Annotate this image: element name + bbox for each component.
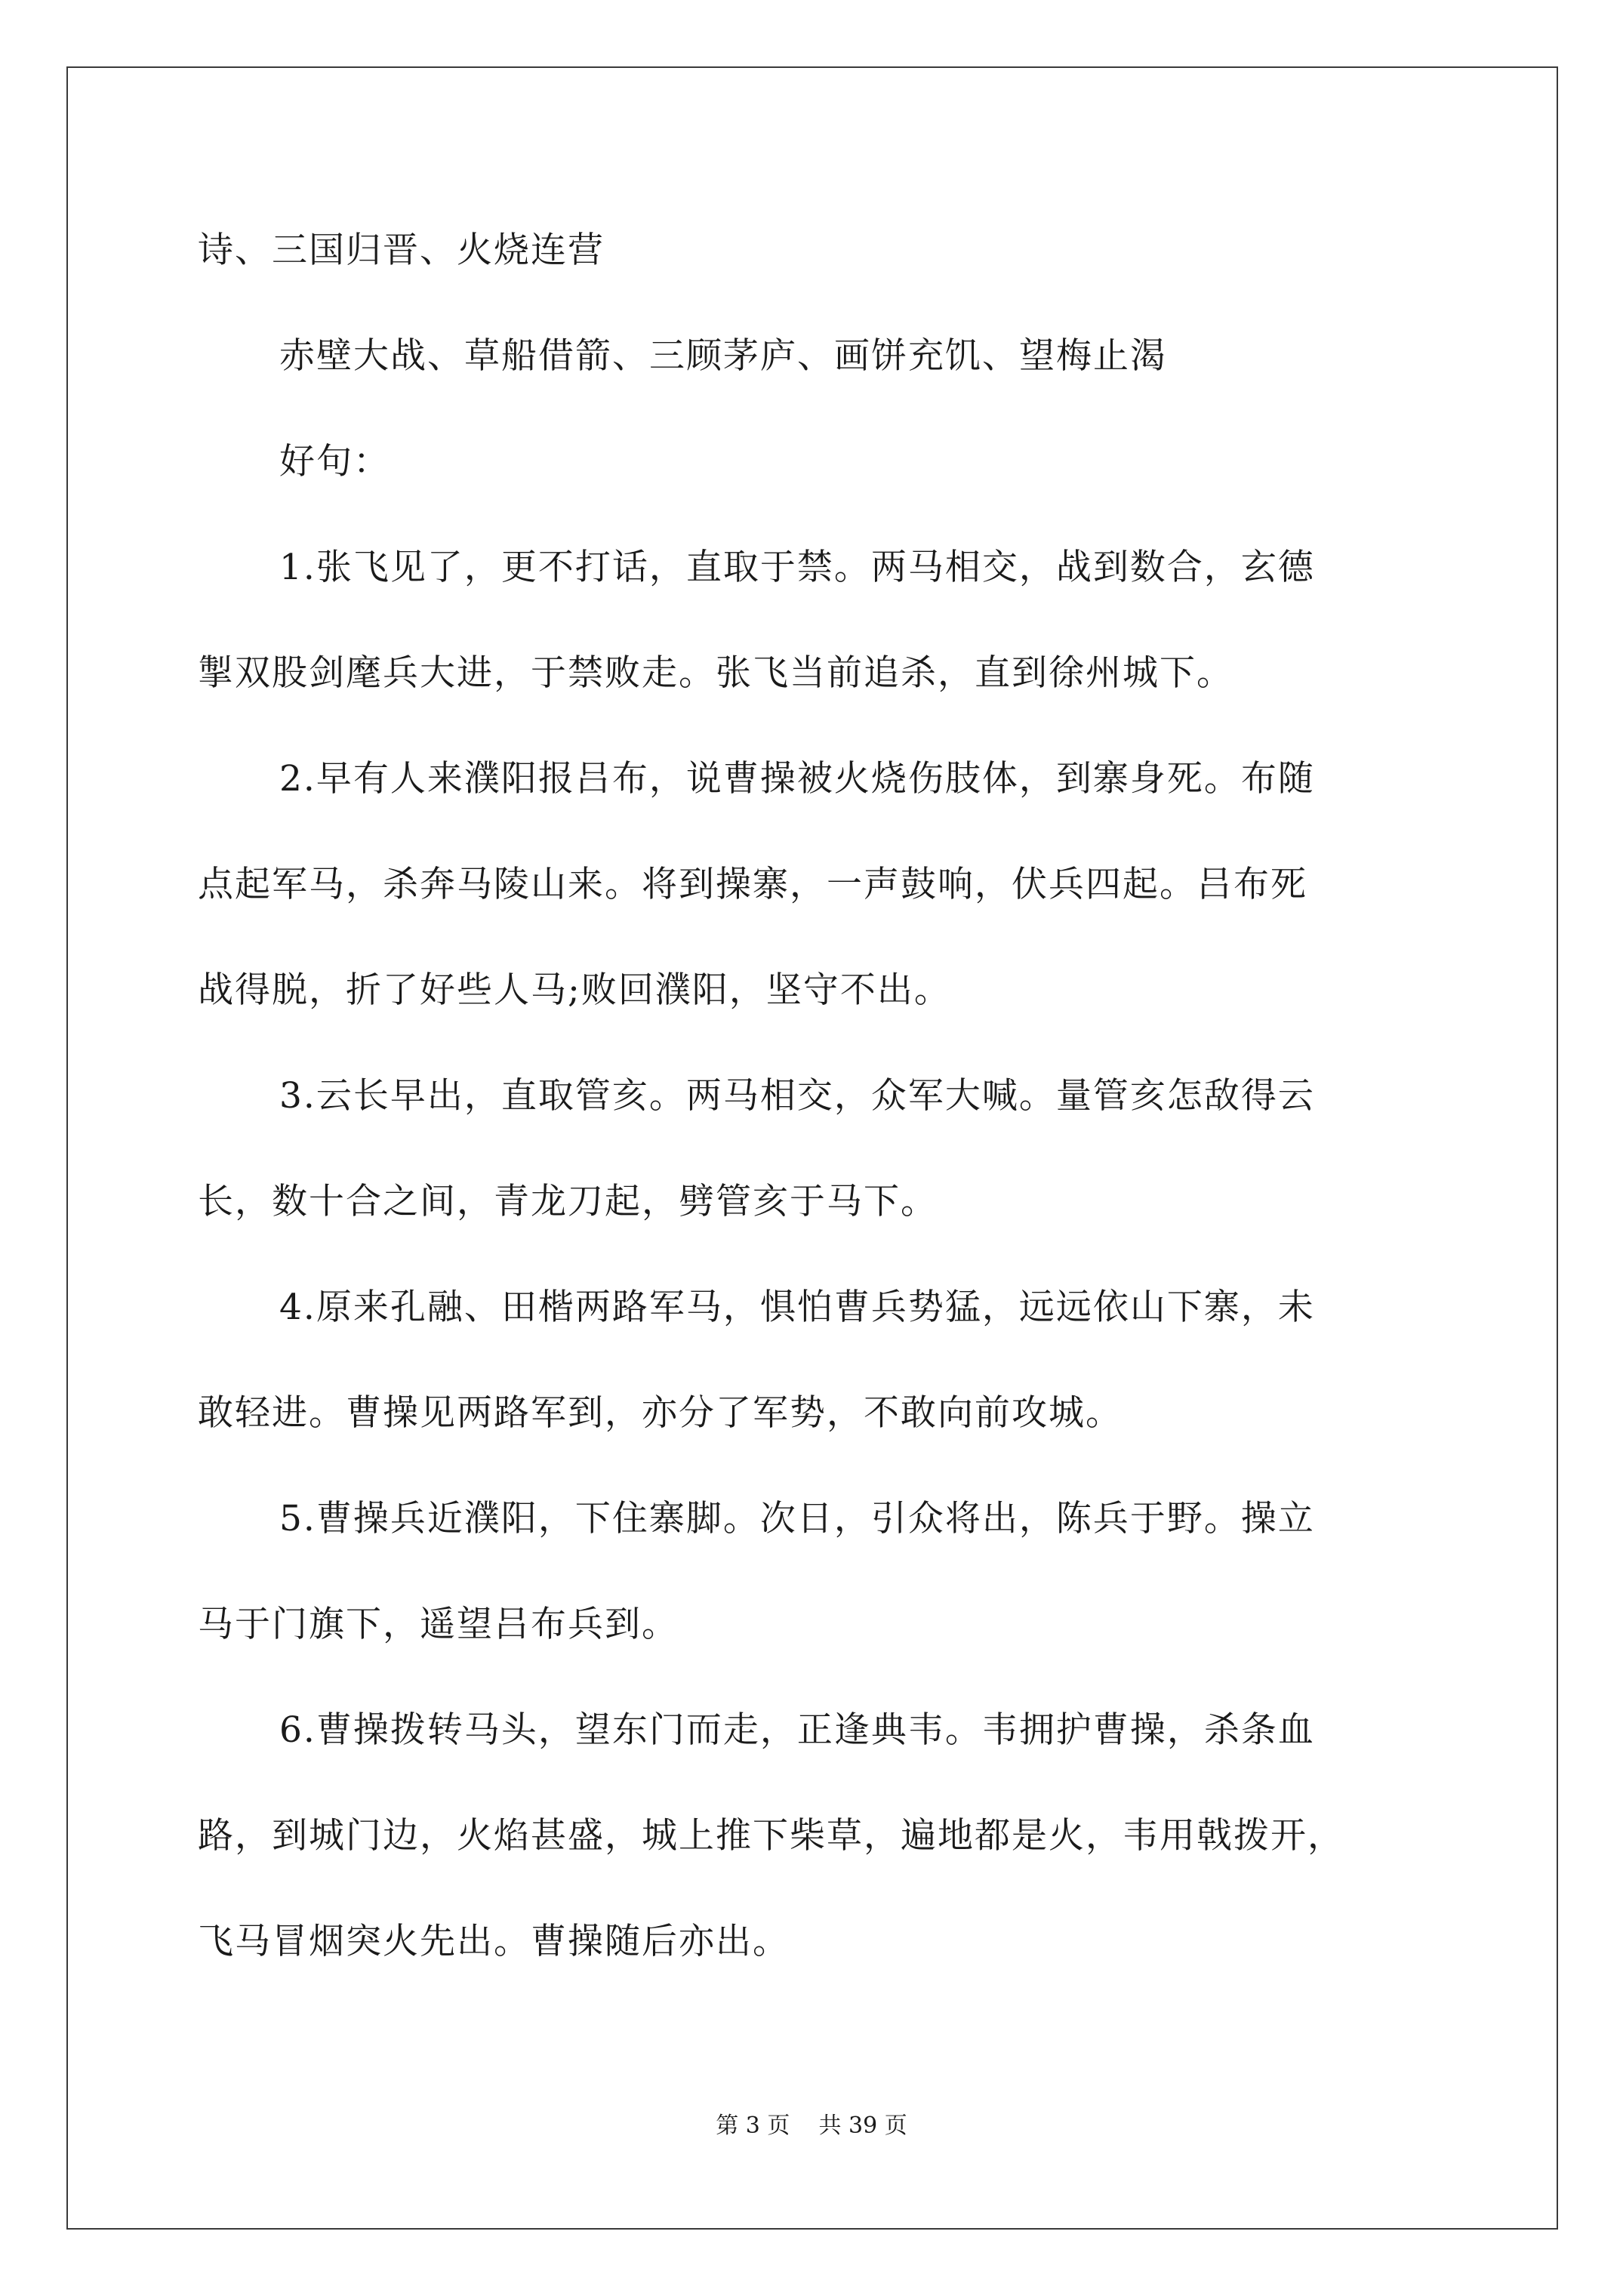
text-line: 3.云长早出，直取管亥。两马相交，众军大喊。量管亥怎敌得云 bbox=[279, 1075, 1315, 1117]
text-line: 长，数十合之间，青龙刀起，劈管亥于马下。 bbox=[198, 1181, 938, 1222]
text-line: 点起军马，杀奔马陵山来。将到操寨，一声鼓响，伏兵四起。吕布死 bbox=[198, 864, 1307, 905]
text-line: 赤壁大战、草船借箭、三顾茅庐、画饼充饥、望梅止渴 bbox=[279, 335, 1167, 377]
page-border bbox=[66, 66, 1558, 2230]
text-line: 1.张飞见了，更不打话，直取于禁。两马相交，战到数合，玄德 bbox=[279, 547, 1315, 588]
text-line: 6.曹操拨转马头，望东门而走，正逢典韦。韦拥护曹操，杀条血 bbox=[279, 1709, 1315, 1751]
text-line: 路，到城门边，火焰甚盛，城上推下柴草，遍地都是火，韦用戟拨开， bbox=[198, 1815, 1344, 1857]
text-line: 2.早有人来濮阳报吕布，说曹操被火烧伤肢体，到寨身死。布随 bbox=[279, 758, 1315, 800]
text-line: 诗、三国归晋、火烧连营 bbox=[198, 230, 605, 271]
section-heading: 好句： bbox=[279, 441, 390, 482]
text-line: 4.原来孔融、田楷两路军马，惧怕曹兵势猛，远远依山下寨，未 bbox=[279, 1287, 1315, 1328]
text-line: 敢轻进。曹操见两路军到，亦分了军势，不敢向前攻城。 bbox=[198, 1392, 1123, 1434]
text-line: 战得脱，折了好些人马;败回濮阳，坚守不出。 bbox=[198, 969, 951, 1011]
page-number: 第 3 页 共 39 页 bbox=[716, 2113, 907, 2139]
text-line: 5.曹操兵近濮阳，下住寨脚。次日，引众将出，陈兵于野。操立 bbox=[279, 1498, 1315, 1539]
text-line: 飞马冒烟突火先出。曹操随后亦出。 bbox=[198, 1921, 790, 1962]
text-line: 掣双股剑麾兵大进，于禁败走。张飞当前追杀，直到徐州城下。 bbox=[198, 652, 1233, 694]
text-line: 马于门旗下，遥望吕布兵到。 bbox=[198, 1604, 679, 1645]
